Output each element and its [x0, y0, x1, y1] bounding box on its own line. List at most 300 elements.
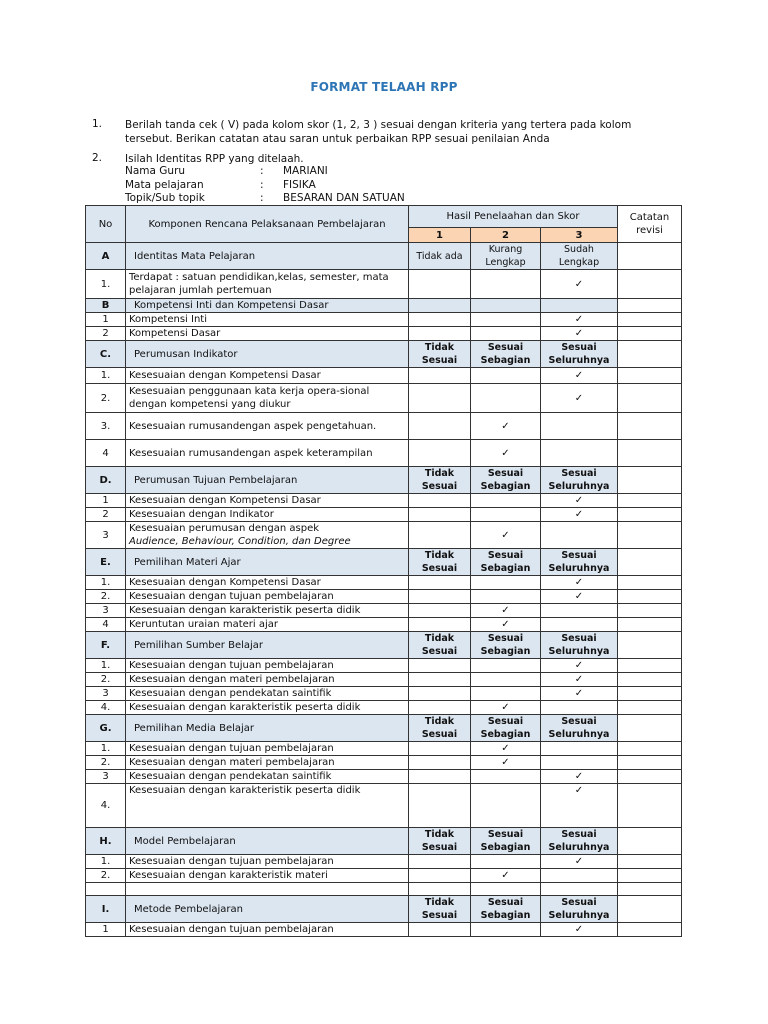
item-number: 2.: [86, 590, 126, 604]
item-number: 4.: [86, 784, 126, 828]
score-header-1: 1: [409, 228, 471, 243]
score-cell-2: [471, 673, 541, 687]
score-cell-1: [409, 413, 471, 440]
check-icon: ✓: [501, 702, 510, 713]
revision-note-cell: [618, 508, 682, 522]
page-title: FORMAT TELAAH RPP: [310, 80, 458, 94]
revision-note-cell: [618, 384, 682, 413]
score-cell-3: [541, 270, 618, 299]
check-icon: ✓: [574, 392, 584, 404]
revision-note-cell: [618, 243, 682, 270]
score-cell-2: [471, 869, 541, 883]
table-row: [86, 494, 682, 508]
check-icon: ✓: [574, 509, 584, 520]
revision-note-cell: [618, 632, 682, 659]
table-row: [86, 327, 682, 341]
score-cell-3: [541, 869, 618, 883]
item-label-text: Kesesuaian dengan tujuan pembelajaran: [129, 924, 334, 935]
item-label: [126, 673, 409, 687]
section-label: Model Pembelajaran: [126, 828, 409, 855]
item-label-text: Keruntutan uraian materi ajar: [129, 619, 278, 630]
score-cell-3: [541, 440, 618, 467]
item-label: [126, 701, 409, 715]
identity-separator: :: [260, 192, 264, 204]
score-cell-2: [471, 508, 541, 522]
section-label: Metode Pembelajaran: [126, 896, 409, 923]
section-row: [86, 715, 682, 742]
revision-note-cell: [618, 313, 682, 327]
table-row: [86, 440, 682, 467]
revision-note-cell: [618, 742, 682, 756]
score-cell-3: [541, 327, 618, 341]
instruction-2-number: 2.: [92, 152, 103, 164]
score-cell-1: [409, 784, 471, 828]
check-icon: ✓: [501, 619, 510, 630]
score-label-2: Sesuai Sebagian: [471, 467, 541, 494]
item-number: 2: [86, 327, 126, 341]
score-cell-1: [409, 522, 471, 549]
item-label-text: Kesesuaian dengan Indikator: [129, 509, 274, 520]
revision-note-cell: [618, 715, 682, 742]
item-label-text: Kompetensi Dasar: [129, 328, 221, 339]
score-label-3: [541, 299, 618, 313]
section-number: A: [86, 243, 126, 270]
score-label-1: Tidak Sesuai: [409, 715, 471, 742]
item-label-text: Kesesuaian dengan tujuan pembelajaran: [129, 856, 334, 867]
score-label-2: [471, 299, 541, 313]
empty-cell: [541, 883, 618, 896]
score-cell-2: [471, 313, 541, 327]
item-label: [126, 413, 409, 440]
score-cell-1: [409, 742, 471, 756]
check-icon: ✓: [574, 278, 584, 290]
revision-note-cell: [618, 896, 682, 923]
score-label-2: Sesuai Sebagian: [471, 896, 541, 923]
item-label: [126, 604, 409, 618]
item-label: [126, 494, 409, 508]
score-cell-1: [409, 604, 471, 618]
section-label: Kompetensi Inti dan Kompetensi Dasar: [126, 299, 409, 313]
score-cell-3: [541, 508, 618, 522]
section-label: Perumusan Indikator: [126, 341, 409, 368]
check-icon: ✓: [574, 924, 584, 935]
identity-label: Nama Guru: [125, 165, 186, 177]
score-cell-2: [471, 590, 541, 604]
instruction-2-text: Isilah Identitas RPP yang ditelaah.: [125, 153, 304, 165]
item-label: [126, 590, 409, 604]
check-icon: ✓: [501, 605, 510, 616]
revision-note-cell: [618, 576, 682, 590]
table-row: [86, 618, 682, 632]
score-label-1: Tidak Sesuai: [409, 341, 471, 368]
score-cell-3: [541, 604, 618, 618]
score-cell-3: [541, 756, 618, 770]
score-label-3: Sesuai Seluruhnya: [541, 549, 618, 576]
table-row: [86, 855, 682, 869]
item-number: 2: [86, 508, 126, 522]
revision-note-cell: [618, 494, 682, 508]
revision-note-cell: [618, 618, 682, 632]
score-cell-1: [409, 756, 471, 770]
score-cell-3: [541, 923, 618, 937]
item-label: [126, 522, 409, 549]
item-number: 3.: [86, 413, 126, 440]
item-label-text: Kesesuaian penggunaan kata kerja opera-sional dengan kompetensi yang diukur: [129, 386, 370, 410]
score-cell-2: [471, 440, 541, 467]
header-hasil: Hasil Penelaahan dan Skor: [409, 206, 618, 228]
score-cell-1: [409, 855, 471, 869]
revision-note-cell: [618, 590, 682, 604]
check-icon: ✓: [574, 688, 584, 699]
section-number: B: [86, 299, 126, 313]
table-row: [86, 701, 682, 715]
table-row: [86, 508, 682, 522]
revision-note-cell: [618, 855, 682, 869]
score-cell-1: [409, 701, 471, 715]
item-label: [126, 440, 409, 467]
section-row: [86, 896, 682, 923]
score-cell-2: [471, 494, 541, 508]
item-number: 2.: [86, 756, 126, 770]
identity-label: Mata pelajaran: [125, 179, 204, 191]
item-label-text: Kesesuaian dengan tujuan pembelajaran: [129, 591, 334, 602]
table-row: [86, 869, 682, 883]
header-catatan: Catatan revisi: [618, 206, 682, 243]
table-row: [86, 368, 682, 384]
item-label-text: Kesesuaian dengan materi pembelajaran: [129, 674, 335, 685]
item-number: 3: [86, 770, 126, 784]
identity-separator: :: [260, 179, 264, 191]
table-header-row: [86, 206, 682, 228]
score-cell-1: [409, 270, 471, 299]
revision-note-cell: [618, 440, 682, 467]
check-icon: ✓: [501, 757, 510, 768]
score-cell-3: [541, 784, 618, 828]
score-label-1: Tidak Sesuai: [409, 632, 471, 659]
item-label: [126, 576, 409, 590]
check-icon: ✓: [501, 529, 510, 541]
table-row: [86, 659, 682, 673]
item-number: 1: [86, 313, 126, 327]
item-number: 2.: [86, 869, 126, 883]
table-row: [86, 673, 682, 687]
section-row: [86, 341, 682, 368]
identity-separator: :: [260, 165, 264, 177]
item-label-text: Kesesuaian dengan materi pembelajaran: [129, 757, 335, 768]
item-number: 1: [86, 494, 126, 508]
revision-note-cell: [618, 341, 682, 368]
table-row: [86, 687, 682, 701]
score-label-1: Tidak Sesuai: [409, 828, 471, 855]
item-label: [126, 659, 409, 673]
revision-note-cell: [618, 673, 682, 687]
empty-cell: [86, 883, 126, 896]
score-cell-1: [409, 576, 471, 590]
score-cell-2: [471, 784, 541, 828]
score-cell-1: [409, 618, 471, 632]
score-cell-3: [541, 618, 618, 632]
item-number: 1: [86, 923, 126, 937]
score-cell-2: [471, 384, 541, 413]
table-row: [86, 270, 682, 299]
revision-note-cell: [618, 549, 682, 576]
score-header-3: 3: [541, 228, 618, 243]
check-icon: ✓: [574, 771, 584, 782]
score-cell-1: [409, 327, 471, 341]
item-label-text: Kesesuaian dengan Kompetensi Dasar: [129, 495, 321, 506]
item-label-text: Kesesuaian dengan Kompetensi Dasar: [129, 577, 321, 588]
item-label: [126, 618, 409, 632]
revision-note-cell: [618, 368, 682, 384]
score-cell-1: [409, 923, 471, 937]
check-icon: ✓: [574, 674, 584, 685]
item-label: [126, 687, 409, 701]
item-number: 1.: [86, 742, 126, 756]
score-cell-3: [541, 855, 618, 869]
score-cell-1: [409, 494, 471, 508]
score-cell-3: [541, 413, 618, 440]
score-label-1: Tidak ada: [409, 243, 471, 270]
table-row: [86, 522, 682, 549]
item-label-text: Kesesuaian perumusan dengan aspek: [129, 523, 320, 534]
score-cell-3: [541, 701, 618, 715]
check-icon: ✓: [574, 577, 584, 588]
revision-note-cell: [618, 299, 682, 313]
item-label-text: Kesesuaian rumusandengan aspek pengetahuan.: [129, 420, 377, 432]
score-label-1: Tidak Sesuai: [409, 549, 471, 576]
score-cell-1: [409, 384, 471, 413]
section-row: [86, 828, 682, 855]
revision-note-cell: [618, 270, 682, 299]
score-cell-3: [541, 590, 618, 604]
revision-note-cell: [618, 327, 682, 341]
item-label-text: Kesesuaian dengan karakteristik peserta didik: [129, 605, 361, 616]
score-cell-2: [471, 327, 541, 341]
check-icon: ✓: [501, 870, 510, 881]
score-cell-1: [409, 673, 471, 687]
score-cell-1: [409, 590, 471, 604]
revision-note-cell: [618, 467, 682, 494]
score-label-2: Sesuai Sebagian: [471, 632, 541, 659]
empty-cell: [618, 883, 682, 896]
score-cell-3: [541, 494, 618, 508]
score-label-1: [409, 299, 471, 313]
table-row: [86, 576, 682, 590]
section-label: Pemilihan Materi Ajar: [126, 549, 409, 576]
score-cell-1: [409, 368, 471, 384]
revision-note-cell: [618, 604, 682, 618]
score-cell-2: [471, 604, 541, 618]
score-label-3: Sudah Lengkap: [541, 243, 618, 270]
section-row: [86, 243, 682, 270]
item-label: [126, 784, 409, 828]
blank-row: [86, 883, 682, 896]
header-no: No: [86, 206, 126, 243]
empty-cell: [126, 883, 409, 896]
revision-note-cell: [618, 770, 682, 784]
score-cell-1: [409, 659, 471, 673]
score-cell-2: [471, 368, 541, 384]
section-label: Identitas Mata Pelajaran: [126, 243, 409, 270]
identity-value: MARIANI: [283, 165, 328, 177]
item-number: 4: [86, 618, 126, 632]
item-label: [126, 368, 409, 384]
score-cell-2: [471, 522, 541, 549]
check-icon: ✓: [574, 660, 584, 671]
section-number: I.: [86, 896, 126, 923]
check-icon: ✓: [574, 785, 584, 796]
score-cell-1: [409, 440, 471, 467]
item-label: [126, 270, 409, 299]
score-label-2: Kurang Lengkap: [471, 243, 541, 270]
score-label-1: Tidak Sesuai: [409, 896, 471, 923]
check-icon: ✓: [574, 328, 584, 339]
item-label-text: Kesesuaian dengan tujuan pembelajaran: [129, 660, 334, 671]
section-number: D.: [86, 467, 126, 494]
score-cell-1: [409, 869, 471, 883]
score-label-2: Sesuai Sebagian: [471, 341, 541, 368]
item-label: [126, 313, 409, 327]
score-label-3: Sesuai Seluruhnya: [541, 467, 618, 494]
score-cell-2: [471, 659, 541, 673]
score-cell-2: [471, 270, 541, 299]
item-label-text: Kesesuaian dengan tujuan pembelajaran: [129, 743, 334, 754]
item-label-text: Kesesuaian dengan pendekatan saintifik: [129, 771, 332, 782]
check-icon: ✓: [574, 495, 584, 506]
header-komponen: Komponen Rencana Pelaksanaan Pembelajaran: [126, 206, 409, 243]
item-number: 1.: [86, 270, 126, 299]
revision-note-cell: [618, 828, 682, 855]
revision-note-cell: [618, 784, 682, 828]
score-cell-2: [471, 701, 541, 715]
item-label: [126, 508, 409, 522]
score-cell-3: [541, 742, 618, 756]
score-label-1: Tidak Sesuai: [409, 467, 471, 494]
item-label: [126, 869, 409, 883]
instruction-1-number: 1.: [92, 118, 103, 130]
item-label: [126, 742, 409, 756]
table-row: [86, 770, 682, 784]
score-label-3: Sesuai Seluruhnya: [541, 341, 618, 368]
item-label-text: Kesesuaian dengan karakteristik materi: [129, 870, 328, 881]
item-number: 2.: [86, 673, 126, 687]
revision-note-cell: [618, 687, 682, 701]
score-cell-1: [409, 508, 471, 522]
section-number: E.: [86, 549, 126, 576]
revision-note-cell: [618, 923, 682, 937]
score-cell-3: [541, 522, 618, 549]
section-label: Pemilihan Media Belajar: [126, 715, 409, 742]
table-row: [86, 590, 682, 604]
score-cell-3: [541, 313, 618, 327]
section-number: H.: [86, 828, 126, 855]
section-row: [86, 299, 682, 313]
section-number: F.: [86, 632, 126, 659]
score-cell-2: [471, 576, 541, 590]
item-label-text: Kesesuaian dengan Kompetensi Dasar: [129, 370, 321, 381]
item-number: 2.: [86, 384, 126, 413]
item-label-text: Kompetensi Inti: [129, 314, 207, 325]
item-label-text: Kesesuaian dengan pendekatan saintifik: [129, 688, 332, 699]
check-icon: ✓: [574, 314, 584, 325]
item-label: [126, 770, 409, 784]
revision-note-cell: [618, 659, 682, 673]
item-number: 3: [86, 604, 126, 618]
item-label: [126, 327, 409, 341]
item-number: 1.: [86, 368, 126, 384]
section-number: C.: [86, 341, 126, 368]
score-label-3: Sesuai Seluruhnya: [541, 896, 618, 923]
item-label: [126, 756, 409, 770]
revision-note-cell: [618, 701, 682, 715]
score-cell-2: [471, 687, 541, 701]
table-row: [86, 413, 682, 440]
score-cell-1: [409, 770, 471, 784]
score-cell-2: [471, 770, 541, 784]
item-label: [126, 855, 409, 869]
revision-note-cell: [618, 869, 682, 883]
score-label-3: Sesuai Seluruhnya: [541, 632, 618, 659]
score-cell-2: [471, 413, 541, 440]
item-number: 3: [86, 522, 126, 549]
section-row: [86, 632, 682, 659]
item-label-text: Kesesuaian rumusandengan aspek keterampilan: [129, 447, 373, 459]
score-cell-3: [541, 673, 618, 687]
section-row: [86, 467, 682, 494]
table-row: [86, 923, 682, 937]
score-cell-2: [471, 756, 541, 770]
empty-cell: [471, 883, 541, 896]
item-number: 4.: [86, 701, 126, 715]
identity-label: Topik/Sub topik: [125, 192, 205, 204]
empty-cell: [409, 883, 471, 896]
score-cell-3: [541, 687, 618, 701]
score-cell-3: [541, 576, 618, 590]
score-cell-1: [409, 313, 471, 327]
table-row: [86, 756, 682, 770]
score-cell-2: [471, 923, 541, 937]
section-row: [86, 549, 682, 576]
score-cell-2: [471, 855, 541, 869]
item-number: 3: [86, 687, 126, 701]
item-number: 1.: [86, 576, 126, 590]
score-cell-3: [541, 770, 618, 784]
table-row: [86, 604, 682, 618]
check-icon: ✓: [501, 743, 510, 754]
item-label: [126, 923, 409, 937]
item-label: [126, 384, 409, 413]
check-icon: ✓: [574, 370, 584, 381]
table-row: [86, 313, 682, 327]
item-label-text: Kesesuaian dengan karakteristik peserta didik: [129, 785, 361, 796]
score-cell-3: [541, 659, 618, 673]
table-row: [86, 742, 682, 756]
section-number: G.: [86, 715, 126, 742]
score-cell-2: [471, 618, 541, 632]
section-label: Perumusan Tujuan Pembelajaran: [126, 467, 409, 494]
score-label-3: Sesuai Seluruhnya: [541, 715, 618, 742]
item-label-italic: Audience, Behaviour, Condition, dan Degree: [129, 536, 351, 547]
revision-note-cell: [618, 413, 682, 440]
item-label-text: Kesesuaian dengan karakteristik peserta didik: [129, 702, 361, 713]
revision-note-cell: [618, 522, 682, 549]
check-icon: ✓: [501, 447, 510, 459]
score-cell-1: [409, 687, 471, 701]
score-label-2: Sesuai Sebagian: [471, 715, 541, 742]
item-number: 4: [86, 440, 126, 467]
score-cell-3: [541, 384, 618, 413]
score-header-2: 2: [471, 228, 541, 243]
